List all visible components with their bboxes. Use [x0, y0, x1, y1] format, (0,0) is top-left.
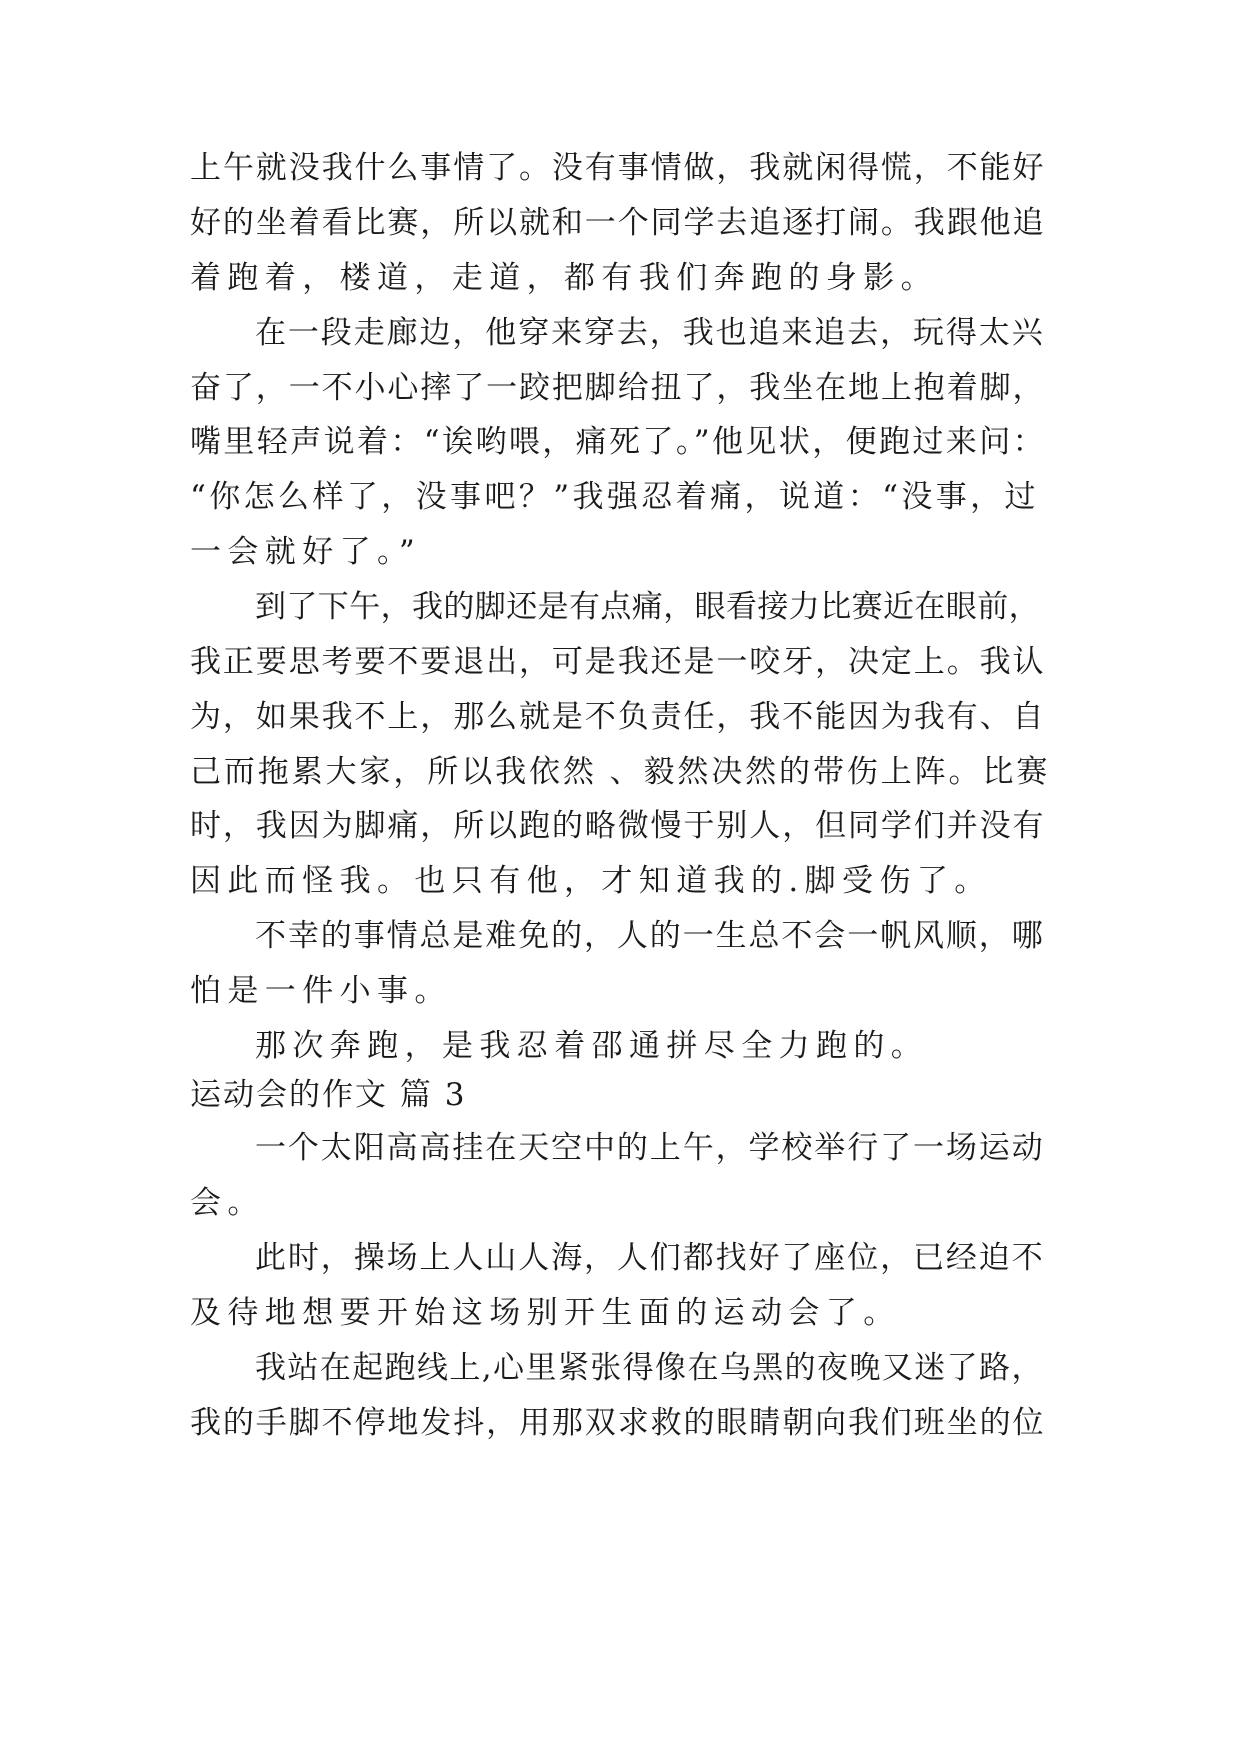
text-line: 会。 — [190, 1185, 265, 1221]
text-line: 时，我因为脚痛，所以跑的略微慢于别人，但同学们并没有 — [190, 808, 1046, 844]
paragraph-first-line: 那次奔跑，是我忍着邵通拼尽全力跑的。 — [255, 1028, 929, 1064]
text-line: 因此而怪我。也只有他，才知道我的.脚受伤了。 — [190, 863, 992, 899]
paragraph-first-line: 到了下午，我的脚还是有点痛，眼看接力比赛近在眼前， — [255, 589, 1040, 625]
text-line: 嘴里轻声说着：“诶哟喂，痛死了。”他见状，便跑过来问： — [190, 424, 1046, 460]
paragraph-first-line: 此时，操场上人山人海，人们都找好了座位，已经迫不 — [255, 1240, 1045, 1276]
text-line: 上午就没我什么事情了。没有事情做，我就闲得慌，不能好 — [190, 150, 1046, 186]
paragraph-first-line: 不幸的事情总是难免的，人的一生总不会一帆风顺，哪 — [255, 918, 1045, 954]
text-line: 及待地想要开始这场别开生面的运动会了。 — [190, 1295, 901, 1331]
paragraph-first-line: 一个太阳高高挂在天空中的上午，学校举行了一场运动 — [255, 1130, 1045, 1166]
text-line: 怕是一件小事。 — [190, 973, 452, 1009]
section-heading: 运动会的作文 篇 3 — [190, 1077, 467, 1113]
text-line: 着跑着，楼道，走道，都有我们奔跑的身影。 — [190, 260, 938, 296]
text-line: 一会就好了。” — [190, 534, 422, 570]
text-line: 好的坐着看比赛，所以就和一个同学去追逐打闹。我跟他追 — [190, 205, 1046, 241]
text-line: 我的手脚不停地发抖，用那双求救的眼睛朝向我们班坐的位 — [190, 1405, 1046, 1441]
text-line: 己而拖累大家，所以我依然 、毅然决然的带伤上阵。比赛 — [190, 754, 1051, 790]
paragraph-first-line: 我站在起跑线上,心里紧张得像在乌黑的夜晚又迷了路， — [255, 1350, 1044, 1386]
text-line: 为，如果我不上，那么就是不负责任，我不能因为我有、自 — [190, 699, 1046, 735]
text-line: 奋了，一不小心摔了一跤把脚给扭了，我坐在地上抱着脚， — [190, 370, 1046, 406]
text-line: “你怎么样了，没事吧？”我强忍着痛，说道：“没事，过 — [190, 479, 1039, 515]
paragraph-first-line: 在一段走廊边，他穿来穿去，我也追来追去，玩得太兴 — [255, 315, 1045, 351]
text-line: 我正要思考要不要退出，可是我还是一咬牙，决定上。我认 — [190, 644, 1046, 680]
